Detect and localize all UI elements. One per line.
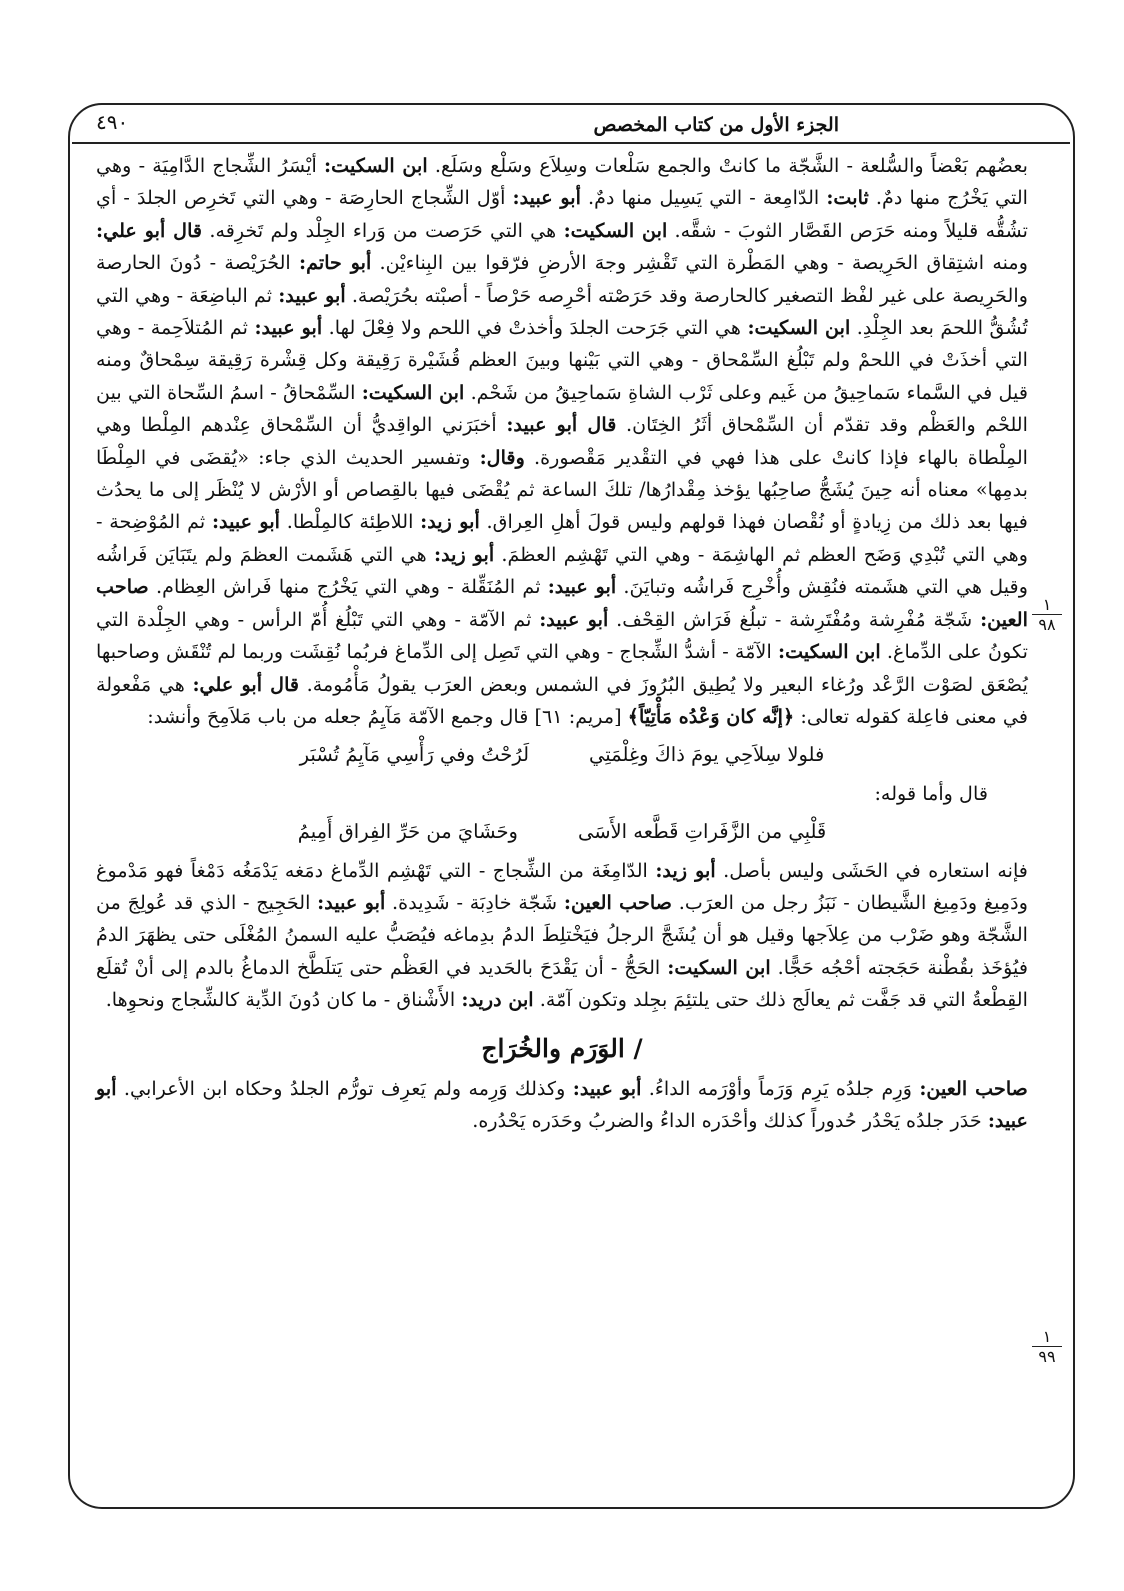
text-run: ثم الباضِعَة - وهي التي تُشُقُّ اللحمَ بعد الجِلْدِ. [96, 283, 1028, 340]
marker-denominator: ٩٨ [1038, 615, 1056, 634]
poem-hemistich-right: قَلْبِي من الزَّفَراتِ قَطَّعه الأَسَى [577, 820, 827, 844]
source-name: ابن السكيت: [778, 640, 881, 664]
source-name: ابن السكيت: [324, 154, 428, 177]
poem-verse [96, 816, 1028, 848]
source-name: قال أبو عبيد: [506, 413, 617, 437]
source-name: أبو عبيد: [254, 316, 323, 340]
source-name: صاحب العين: [919, 1076, 1028, 1100]
marker-numerator: ١ [1042, 1327, 1052, 1346]
poem-hemistich-right: فلولا سِلاَحِي يومَ ذاكَ وغِلْمَتِي [589, 743, 825, 767]
text-run: الدّامِغَة من الشِّجاج - التي تَهْشِم الدِّماغ دمَغه يَدْمَغُه دَمْغاً فهو مَدْموغ ودَمِيغ ودَمِيغ الشَّيطان - نَبَزُ رجل من العرَب. [96, 858, 1028, 914]
text-run: بعضُهم بَعْضاً والسُّلعة - الشَّجّة ما كانتْ والجمع سَلْعات وسِلاَع وسَلْع وسَلَع. [434, 154, 1028, 177]
source-name: أبو عبيد: [317, 890, 386, 914]
source-name: أبو عبيد: [539, 607, 609, 631]
paragraph-1 [96, 150, 1028, 733]
source-name: وقال: [479, 445, 525, 469]
text-run: حَدَر جلدُه يَحْدُر حُدوراً كذلك وأحْدَره الداءُ والضربُ وحَدَره يَحْدُره. [472, 1109, 982, 1133]
text-run: وتفسير الحديث الذي جاء: «يُقضَى في المِلْطَا بدمِها» معناه أنه حِينَ يُشَجُّ صاحِبُها يؤخذ مِقْدارُها/ تلكَ الساعة ثم يُقْضَى فيها بالقِصاص أو الأرْش لا يُنْظَر إلى ما يحدُث فيها بعد ذلك من زِيادةٍ أو نُقْصان فهذا قولهم وليس قولَ أهلِ العِراق. [96, 445, 1028, 534]
source-name: ابن دريد: [461, 988, 534, 1012]
source-name: أبو زيد: [420, 510, 480, 534]
text-run: وكذلك وَرِمه ولم يَعرِف تورُّم الجلدُ وحكاه ابن الأعرابي. [123, 1076, 566, 1100]
header-divider [72, 142, 1070, 144]
source-name: أبو عبيد: [211, 510, 281, 534]
text-run: شَجّة مُفْرِشة ومُفْتَرِشة - تبلُغ فَرَاش القِحْف. [616, 607, 973, 631]
paragraph-2 [96, 855, 1028, 1017]
text-run: فإنه استعاره في الحَشَى وليس بأصل. [723, 858, 1028, 882]
source-name: ابن السكيت: [747, 316, 851, 340]
margin-page-marker [1030, 596, 1064, 633]
text-run: السِّمْحاقُ - اسمُ السِّحاة التي بين اللحْم والعَظْم وقد تقدّم أن السِّمْحاق أثَرُ الخِتَان. [96, 380, 1028, 437]
book-title: الجزء الأول من كتاب المخصص [593, 114, 839, 136]
source-name: أبو زيد: [655, 858, 716, 882]
text-run: أخبَرَني الواقِديُّ أن السِّمْحاق عِنْدهم المِلْطا وهي المِلْطاة بالهاء فإذا كانتْ على هذا فهي في التقْدير مَقْصورة. [96, 413, 1029, 469]
text-run: هي مَفْعولة في معنى فاعِلة كقوله تعالى: [96, 672, 1028, 728]
source-name: ابن السكيت: [667, 955, 771, 979]
section-heading: / الوَرَم والخُرَاج [481, 1033, 643, 1063]
source-name: أبو عبيد: [547, 575, 617, 599]
text-run: أوّل الشِّجاج الحارِصَة - وهي التي تَخرِص الجلدَ - أي تشُقُّه قليلاً ومنه حَرَص القَصَّار الثوبَ - شقَّه. [96, 186, 1029, 242]
source-name: ثابت: [826, 186, 869, 210]
source-name: صاحب العين: [96, 575, 1028, 631]
text-run: الدّامِعة - التي يَسِيل منها دمٌ. [588, 186, 820, 210]
poem-verse [96, 739, 1028, 771]
text-run: هي التي هَشَمت العظمَ ولم يتَبَايَن فَراشُه وقيل هي التي هشَمته فنُقِش وأُخْرِج فَراشُه وتبايَنَ. [96, 542, 1028, 599]
margin-page-marker [1030, 1328, 1064, 1365]
page-body [96, 150, 1028, 1138]
text-run: ومنه اشتِقاق الحَرِيصة - وهي المَطْرة التي تَقْشِر وجهَ الأرضِ فرّقوا بين البِناءيْن. [379, 251, 1028, 275]
text-run: أيْسَرُ الشِّجاج الدَّامِيَة - وهي التي يَخْرُج منها دمٌ. [96, 154, 1029, 210]
text-run: هي التي جَرَحت الجلدَ وأخذتْ في اللحم ولا فِعْلَ لها. [328, 316, 741, 340]
text-run: الحَجِيج - الذي قد عُولِجَ من الشَّجّة وهو ضَرْب من عِلاَجها وقيل هو أن يُشَجَّ الرجلُ فيَخْتلِطَ الدمُ بدِماغه فيُصَبُّ عليه السمنُ المُغْلَى حتى يظهَرَ الدمُ فيُؤخَذ بقُطْنة حَجَجته أحْجُه حَجًّا. [96, 890, 1028, 979]
quran-quote: ﴿إنَّه كان وَعْدُه مَأْتِيّاً﴾ [627, 704, 795, 728]
text-run: ثم المُوْضِحة - وهي التي تُبْدِي وَضَح العظم ثم الهاشِمَة - وهي التي تَهْشِم العظمَ. [96, 510, 1028, 566]
paragraph-3 [96, 1073, 1028, 1138]
text-run: ثم المُنَقِّلة - وهي التي يَخْرُج منها فَراش العِظام. [156, 575, 541, 599]
source-name: صاحب العين: [563, 890, 673, 914]
text-run: وَرِم جلدُه يَرِم وَرَماً وأوْرَمه الداءُ. [648, 1076, 912, 1100]
source-name: أبو زيد: [433, 542, 495, 566]
source-name: أبو عبيد: [572, 1076, 642, 1100]
source-name: أبو حاتم: [299, 251, 372, 275]
text-run: شَجّة خادِبَة - شَدِيدة. [392, 890, 558, 914]
marker-denominator: ٩٩ [1038, 1347, 1056, 1366]
source-name: ابن السكيت: [563, 218, 668, 242]
marker-numerator: ١ [1042, 595, 1052, 614]
text-run: الآمّة - أشدُّ الشِّجاج - وهي التي تَصِل إلى الدِّماغ فربُما نُقِشَت وربما لم تُنْقَش وصاحبها يُصْعَق لصَوْت الرَّعْد ورُغاء البعير ولا يُطِيق البُرُوزَ في الشمس وبعض العرَب يقولُ مَأْمُومة. [96, 640, 1028, 696]
poem-hemistich-left: لَرُحْتُ وفي رَأْسِي مَآيِمُ تُسْبَر [299, 743, 530, 767]
text-run: هي التي حَرَصت من وَراء الجِلْد ولم تَخرِقه. [209, 218, 557, 242]
poem-intro: قال وأما قوله: [874, 781, 988, 805]
poem-hemistich-left: وحَشَايَ من حَرِّ الفِراق أَمِيمُ [297, 820, 518, 844]
text-run: [مريم: ٦١] قال وجمع الآمّة مَآيِمُ جعله من باب مَلاَمِحَ وأنشد: [147, 704, 622, 728]
source-name: أبو عبيد: [278, 283, 346, 307]
text-run: الحَجُّ - أن يَقْدَحَ بالحَديد في العَظْم حتى يَتلَطَّخ الدماغُ بالدم إلى أنْ تُقلَع القِطْعةُ التي قد جَفَّت ثم يعالَج ذلك حتى يلتئِمَ بجِلد وتكون آمّة. [96, 955, 1028, 1012]
source-name: ابن السكيت: [361, 380, 465, 404]
text-run: ثم المُتلاَحِمة - وهي التي أخذَتْ في اللحمْ ولم تَبْلُغ السِّمْحاق - وهي التي بَيْنها وبينَ العظم قُشَيْرة رَقِيقة وكل قِشْرة رَقِيقة سِمْحاقٌ ومنه قيل في السَّماء سَماحِيقُ من غَيم وعلى ثَرْب الشاةِ سَماحِيقُ من شَحْم. [96, 316, 1029, 404]
text-run: ثم الآمّة - وهي التي تَبْلُغ أُمّ الرأس - وهي الجِلْدة التي تكونُ على الدِّماغ. [96, 607, 1028, 664]
text-run: الأَشْناق - ما كان دُونَ الدِّية كالشِّجاج ونحوِها. [105, 988, 456, 1012]
source-name: أبو عبيد: [512, 186, 581, 210]
source-name: أبو عبيد: [96, 1076, 1028, 1133]
page-number: ٤٩٠ [96, 110, 129, 134]
text-run: اللاطِئة كالمِلْطا. [286, 510, 414, 534]
source-name: قال أبو علي: [96, 218, 203, 242]
running-header [74, 108, 1069, 142]
source-name: قال أبو علي: [192, 672, 300, 696]
text-run: الحُرَيْصة - دُونَ الحارصة والحَرِيصة على غير لفْظ التصغير كالحارصة وقد حَرَصْته أحْرِصه حَرْصاً - أصبْته بحُرَيْصة. [96, 251, 1028, 307]
